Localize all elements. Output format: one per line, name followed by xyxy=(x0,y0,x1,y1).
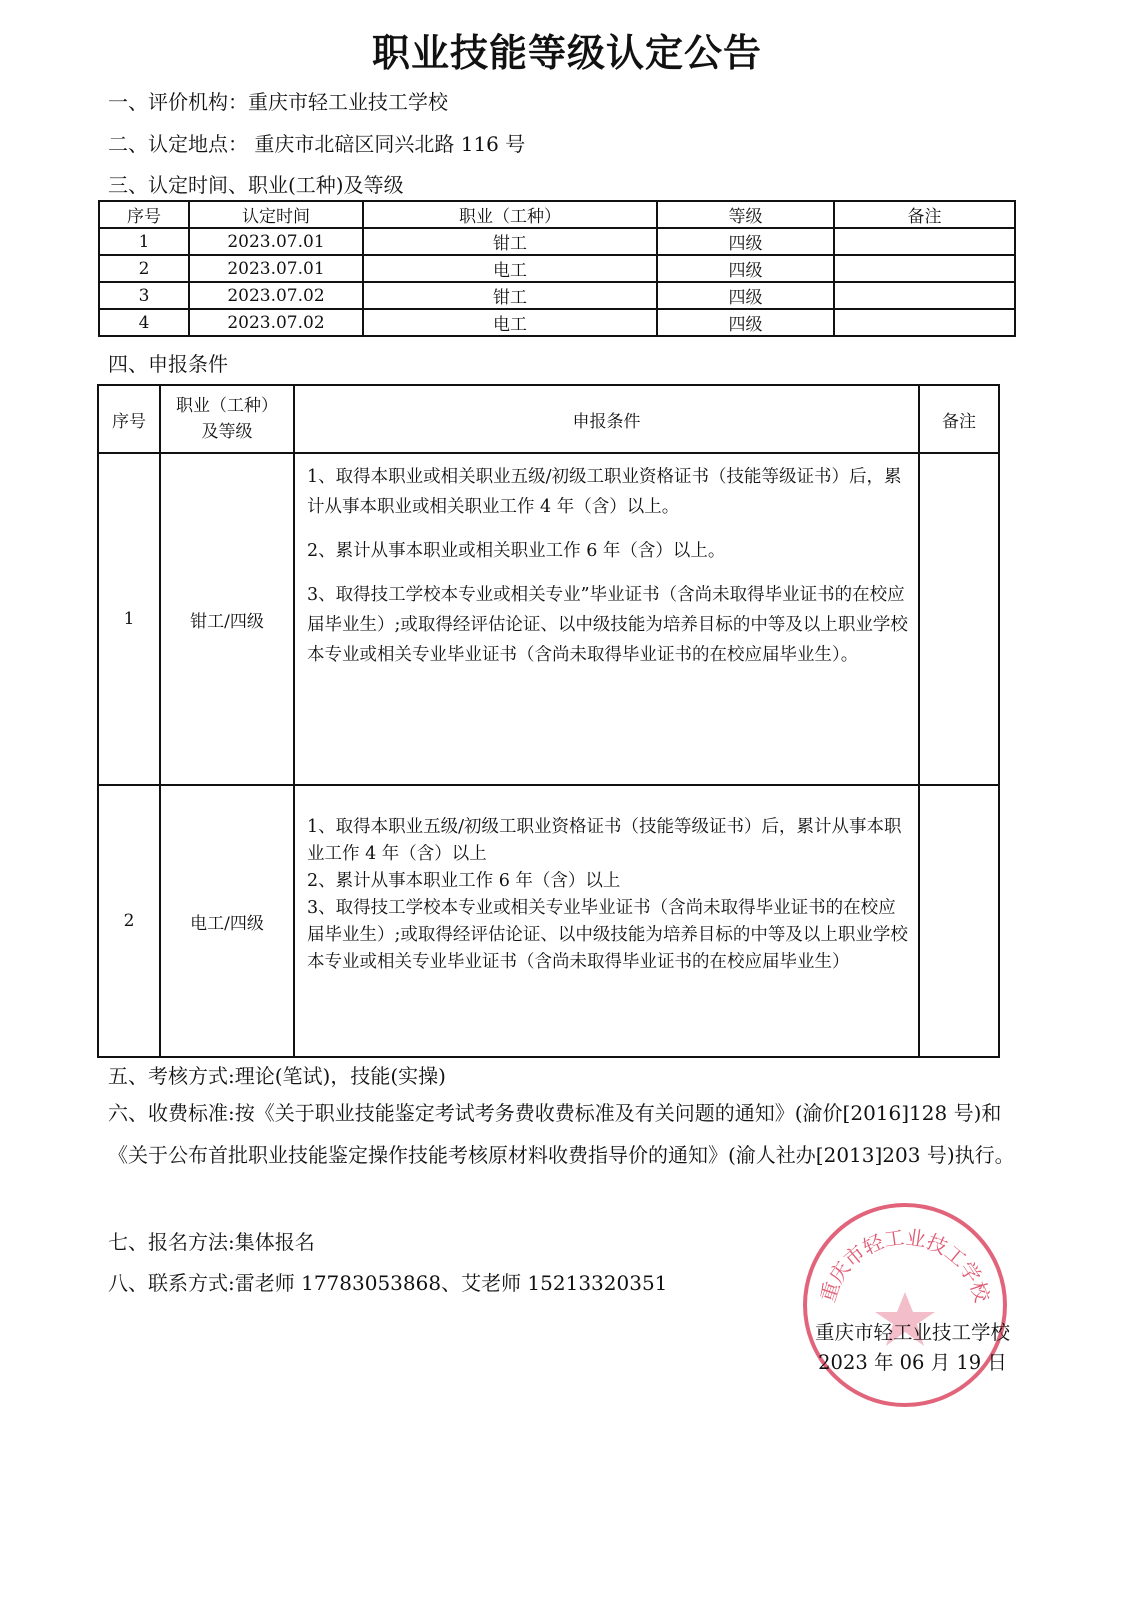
cell-job: 电工/四级 xyxy=(160,785,294,1057)
cell-date: 2023.07.01 xyxy=(189,255,363,282)
cell-level: 四级 xyxy=(657,309,834,336)
schedule-header-row xyxy=(99,201,1015,228)
cell-no: 2 xyxy=(99,255,189,282)
section-location: 二、认定地点： 重庆市北碚区同兴北路 116 号 xyxy=(108,132,526,156)
cell-level: 四级 xyxy=(657,282,834,309)
cell-job: 钳工 xyxy=(363,228,657,255)
cell-note xyxy=(834,255,1015,282)
cell-note xyxy=(919,453,999,785)
cell-no: 4 xyxy=(99,309,189,336)
cell-date: 2023.07.01 xyxy=(189,228,363,255)
section-contact: 八、联系方式:雷老师 17783053868、艾老师 15213320351 xyxy=(108,1271,668,1295)
col-header-level: 及等级 xyxy=(201,422,253,442)
section-assessment: 五、考核方式:理论(笔试)，技能(实操) xyxy=(108,1064,446,1088)
page-title: 职业技能等级认定公告 xyxy=(371,31,762,75)
cell-no: 2 xyxy=(98,785,160,1057)
cell-note xyxy=(834,309,1015,336)
col-header-no: 序号 xyxy=(99,201,189,228)
cell-note xyxy=(834,282,1015,309)
col-header-job: 职业（工种） xyxy=(363,201,657,228)
cell-job: 电工 xyxy=(363,255,657,282)
conditions-header-row xyxy=(98,385,999,453)
col-header-job-level xyxy=(160,385,294,453)
col-header-note: 备注 xyxy=(834,201,1015,228)
cell-level: 四级 xyxy=(657,255,834,282)
cell-no: 3 xyxy=(99,282,189,309)
conditions-table xyxy=(97,384,1000,1058)
table-row xyxy=(98,453,999,785)
cell-job: 钳工 xyxy=(363,282,657,309)
col-header-job: 职业（工种） xyxy=(176,396,278,416)
section-registration: 七、报名方法:集体报名 xyxy=(108,1230,315,1254)
condition-item: 3、取得技工学校本专业或相关专业”毕业证书（含尚未取得毕业证书的在校应届毕业生）;或取得经评估论证、以中级技能为培养目标的中等及以上职业学校本专业或相关专业毕业证书（含尚未取得毕业证书的在校应届毕业生）。 xyxy=(307,585,908,665)
condition-item: 1、取得本职业或相关职业五级/初级工职业资格证书（技能等级证书）后，累计从事本职业或相关职业工作 4 年（含）以上。 xyxy=(307,467,902,517)
table-row xyxy=(98,785,999,1057)
official-seal xyxy=(800,1200,1010,1410)
cell-no: 1 xyxy=(99,228,189,255)
col-header-conditions: 申报条件 xyxy=(294,385,919,453)
cell-note xyxy=(919,785,999,1057)
col-header-no: 序号 xyxy=(98,385,160,453)
condition-item: 2、累计从事本职业或相关职业工作 6 年（含）以上。 xyxy=(307,541,726,561)
cell-conditions xyxy=(294,785,919,1057)
cell-conditions xyxy=(294,453,919,785)
schedule-table xyxy=(98,200,1016,337)
condition-item: 2、累计从事本职业工作 6 年（含）以上 xyxy=(307,871,621,891)
seal-text: 重庆市轻工业技工学校 xyxy=(815,1225,995,1306)
cell-date: 2023.07.02 xyxy=(189,282,363,309)
col-header-date: 认定时间 xyxy=(189,201,363,228)
cell-no: 1 xyxy=(98,453,160,785)
cell-date: 2023.07.02 xyxy=(189,309,363,336)
cell-note xyxy=(834,228,1015,255)
table-row xyxy=(99,309,1015,336)
section-conditions-heading: 四、申报条件 xyxy=(108,352,228,376)
section-schedule-heading: 三、认定时间、职业(工种)及等级 xyxy=(108,173,404,197)
table-row xyxy=(99,255,1015,282)
signature-date: 2023 年 06 月 19 日 xyxy=(818,1351,1007,1374)
condition-item: 3、取得技工学校本专业或相关专业毕业证书（含尚未取得毕业证书的在校应届毕业生）;或取得经评估论证、以中级技能为培养目标的中等及以上职业学校本专业或相关专业毕业证书（含尚未取得毕业证书的在校应届毕业生） xyxy=(307,898,908,972)
section-evaluation-org: 一、评价机构：重庆市轻工业技工学校 xyxy=(108,90,448,114)
section-fees: 六、收费标准:按《关于职业技能鉴定考试考务费收费标准及有关问题的通知》(渝价[2016]128 号)和《关于公布首批职业技能鉴定操作技能考核原材料收费指导价的通知》(渝人社办[2013]203 号)执行。 xyxy=(108,1101,1015,1167)
cell-job: 电工 xyxy=(363,309,657,336)
col-header-note: 备注 xyxy=(919,385,999,453)
table-row xyxy=(99,282,1015,309)
table-row xyxy=(99,228,1015,255)
cell-job: 钳工/四级 xyxy=(160,453,294,785)
col-header-level: 等级 xyxy=(657,201,834,228)
condition-item: 1、取得本职业五级/初级工职业资格证书（技能等级证书）后，累计从事本职业工作 4 年（含）以上 xyxy=(307,817,902,864)
signature-block xyxy=(790,1318,1035,1378)
signature-org: 重庆市轻工业技工学校 xyxy=(814,1321,1010,1344)
cell-level: 四级 xyxy=(657,228,834,255)
